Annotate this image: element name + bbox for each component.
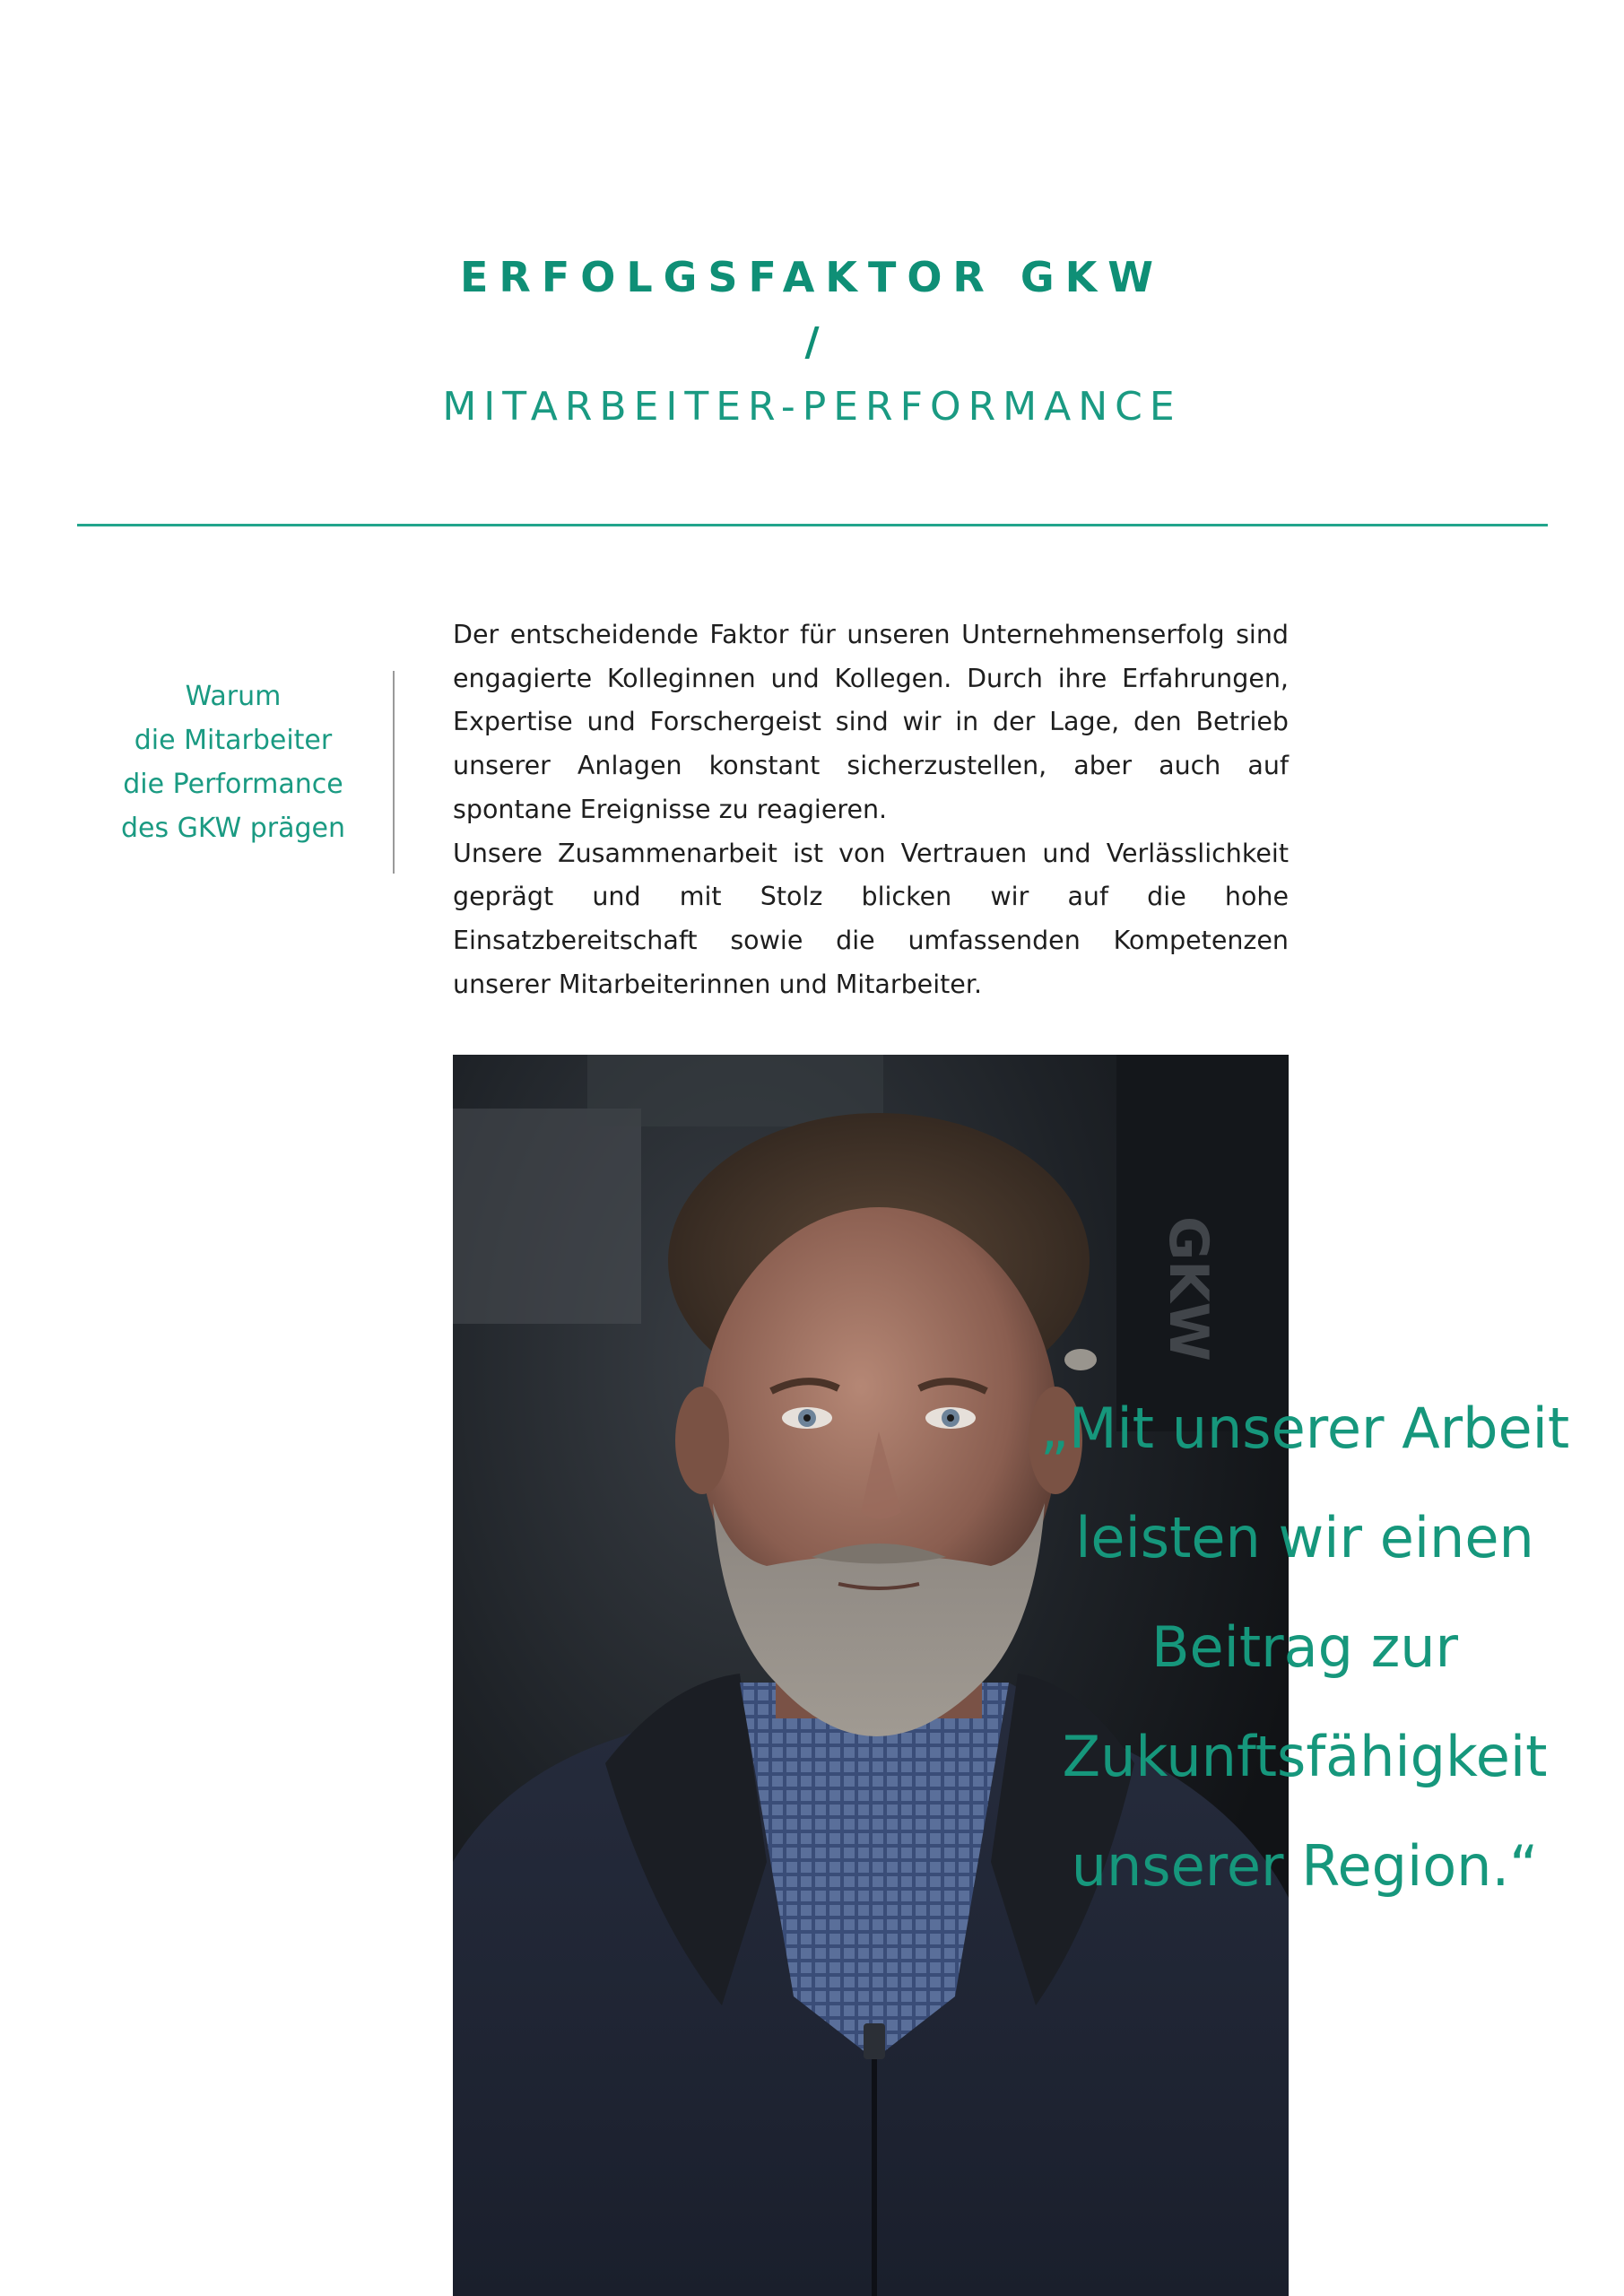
svg-text:GKW: GKW	[1157, 1216, 1220, 1361]
sidebar-label-line: des GKW prägen	[121, 813, 345, 844]
quote-line: „Mit unserer Arbeit	[1039, 1396, 1570, 1461]
title-separator: /	[804, 319, 820, 365]
quote-line: unserer Region.“	[1071, 1833, 1539, 1899]
sidebar-label-line: die Mitarbeiter	[134, 725, 333, 756]
sidebar-rule	[393, 671, 395, 874]
page-subtitle: MITARBEITER-PERFORMANCE	[442, 384, 1182, 430]
sidebar-label-line: die Performance	[123, 769, 343, 800]
section-divider	[77, 524, 1548, 526]
sidebar-label-line: Warum	[185, 681, 282, 712]
quote-line: leisten wir einen	[1075, 1505, 1534, 1570]
page-title: ERFOLGSFAKTOR GKW	[459, 253, 1165, 301]
body-paragraph-2: Unsere Zusammenarbeit ist von Vertrauen und Verlässlichkeit geprägt und mit Stolz blicken wir auf die hohe Einsatzbereitschaft sowie die umfassenden Kompetenzen unserer Mitarbeiterinnen und Mitarbeiter.	[453, 838, 1289, 999]
quote-line: Zukunftsfähigkeit	[1062, 1724, 1548, 1789]
quote-line: Beitrag zur	[1151, 1614, 1459, 1680]
sidebar-label	[99, 674, 368, 850]
body-paragraph-1: Der entscheidende Faktor für unseren Unternehmenserfolg sind engagierte Kolleginnen und Kollegen. Durch ihre Erfahrungen, Expertise und Forschergeist sind wir in der Lage, den Betrieb unserer Anlagen konstant sicherzustellen, aber auch auf spontane Ereignisse zu reagieren.	[453, 620, 1289, 824]
pull-quote	[1018, 1374, 1592, 1921]
body-text	[453, 613, 1289, 1006]
